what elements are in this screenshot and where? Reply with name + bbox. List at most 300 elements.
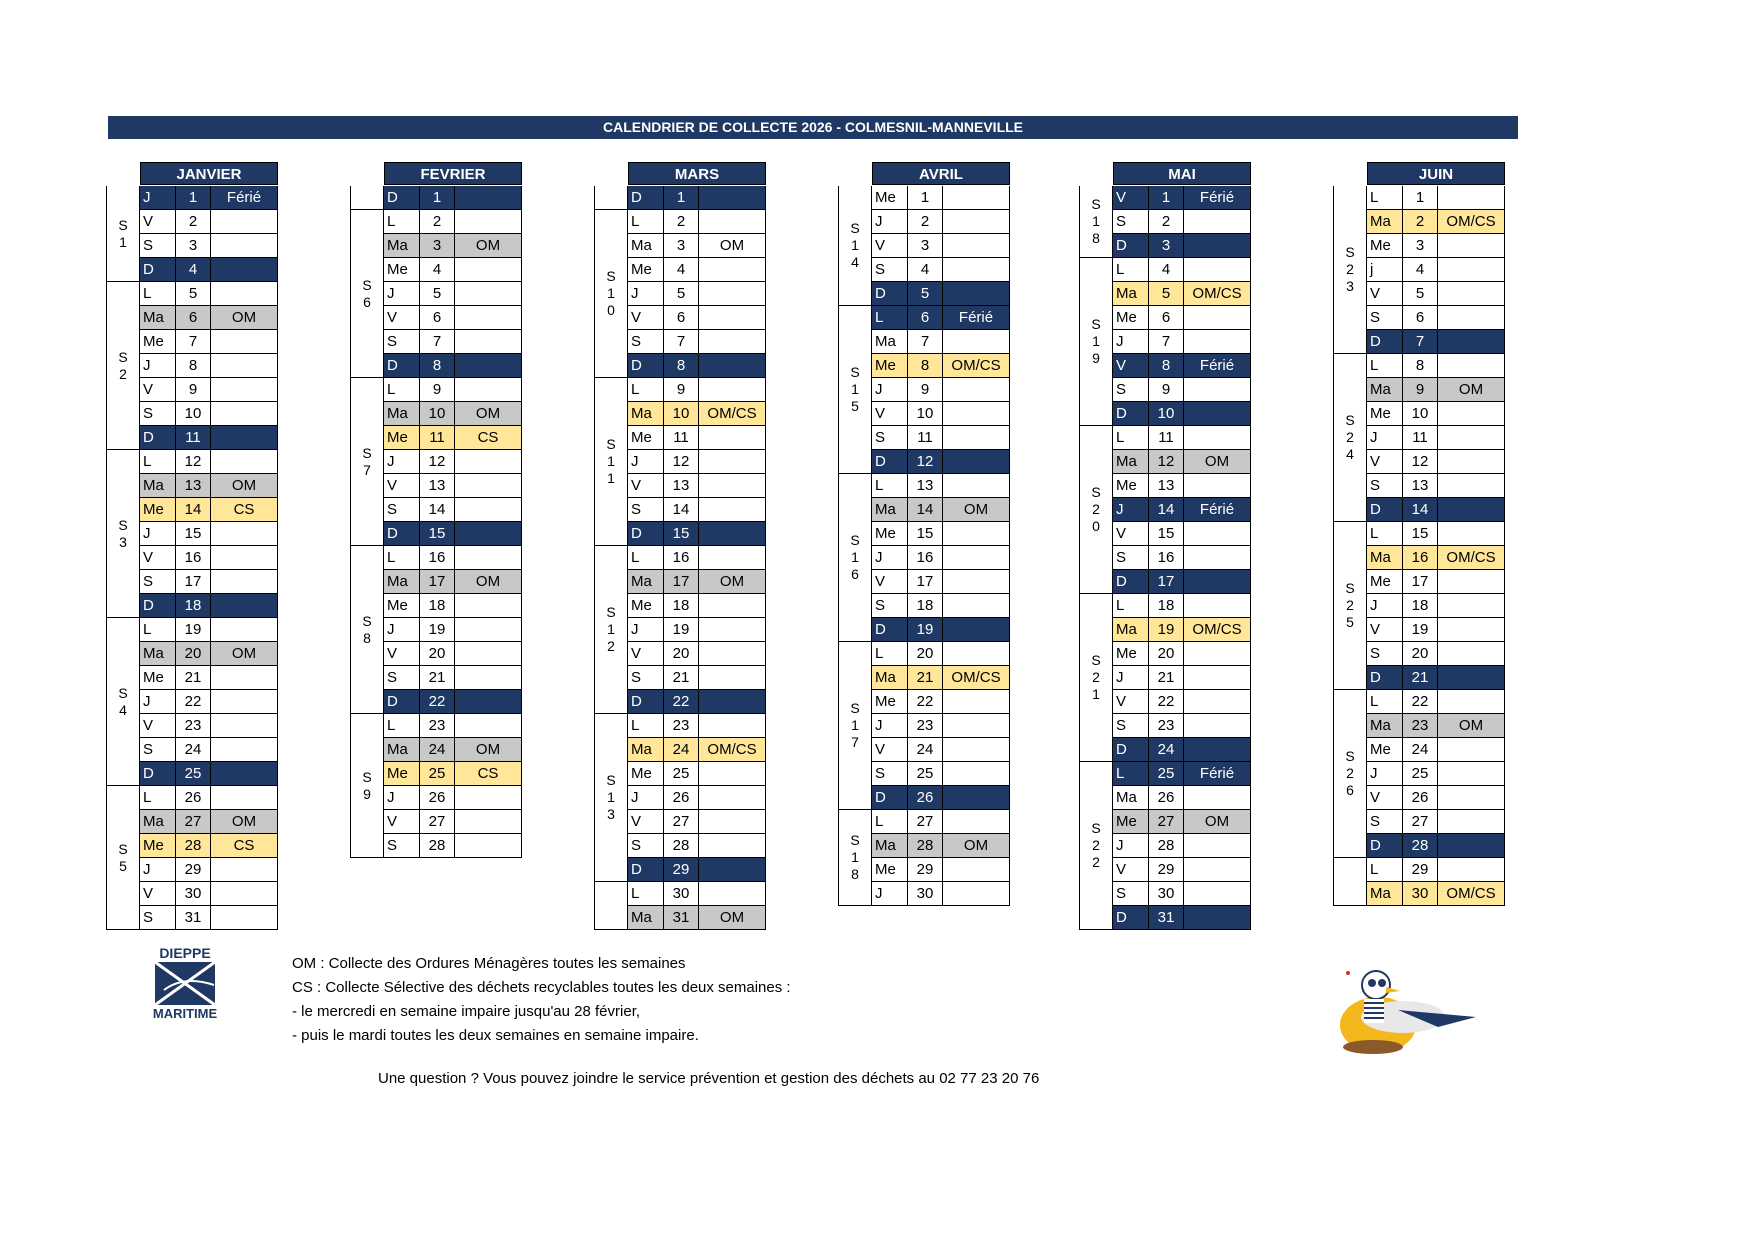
day-abbrev: J — [872, 378, 908, 401]
collection-event — [1438, 450, 1505, 473]
day-abbrev: D — [1113, 906, 1149, 929]
day-number: 7 — [1149, 330, 1184, 353]
week-label-char: S — [1091, 820, 1101, 837]
day-abbrev: S — [1367, 306, 1403, 329]
collection-event — [455, 258, 522, 281]
collection-event — [699, 450, 766, 473]
day-abbrev: V — [1113, 186, 1149, 209]
day-row — [1113, 690, 1251, 714]
day-row — [384, 786, 522, 810]
day-number: 14 — [176, 498, 211, 521]
day-row — [384, 426, 522, 450]
day-abbrev: S — [628, 330, 664, 353]
week-label-char: 1 — [607, 285, 615, 302]
day-number: 18 — [1403, 594, 1438, 617]
day-abbrev: L — [1113, 426, 1149, 449]
day-row — [140, 882, 278, 906]
day-abbrev: D — [140, 426, 176, 449]
collection-event: OM — [455, 234, 522, 257]
day-abbrev: L — [628, 546, 664, 569]
day-row — [384, 282, 522, 306]
day-row — [1113, 474, 1251, 498]
day-row — [140, 474, 278, 498]
day-abbrev: V — [628, 642, 664, 665]
day-abbrev: V — [1367, 450, 1403, 473]
collection-event — [1438, 738, 1505, 761]
week-label-char: S — [850, 220, 860, 237]
collection-event — [1438, 570, 1505, 593]
day-row — [1113, 906, 1251, 930]
collection-event — [1184, 594, 1251, 617]
day-abbrev: L — [872, 810, 908, 833]
contact-question: Une question ? Vous pouvez joindre le service prévention et gestion des déchets au 02 77 23 20 76 — [378, 1070, 1040, 1087]
day-number: 27 — [664, 810, 699, 833]
day-number: 30 — [664, 882, 699, 905]
day-abbrev: S — [628, 498, 664, 521]
collection-event — [699, 594, 766, 617]
collection-event — [1438, 666, 1505, 689]
collection-event: OM/CS — [1438, 210, 1505, 233]
day-number: 27 — [176, 810, 211, 833]
collection-event — [943, 786, 1010, 809]
day-row — [1367, 234, 1505, 258]
day-abbrev: L — [140, 282, 176, 305]
day-abbrev: J — [1367, 426, 1403, 449]
day-number: 21 — [420, 666, 455, 689]
day-row — [872, 498, 1010, 522]
day-row — [140, 402, 278, 426]
day-number: 2 — [176, 210, 211, 233]
collection-event — [455, 834, 522, 857]
week-label — [1333, 690, 1367, 858]
day-number: 23 — [176, 714, 211, 737]
day-abbrev: S — [628, 834, 664, 857]
day-number: 9 — [1149, 378, 1184, 401]
day-abbrev: S — [872, 258, 908, 281]
day-number: 19 — [1149, 618, 1184, 641]
day-row — [872, 858, 1010, 882]
day-number: 7 — [908, 330, 943, 353]
day-abbrev: L — [628, 378, 664, 401]
collection-event — [943, 522, 1010, 545]
day-abbrev: D — [1367, 498, 1403, 521]
day-row — [1113, 522, 1251, 546]
week-label-char: 1 — [607, 789, 615, 806]
day-abbrev: Me — [1367, 570, 1403, 593]
day-abbrev: j — [1367, 258, 1403, 281]
collection-event: OM/CS — [699, 738, 766, 761]
day-number: 17 — [664, 570, 699, 593]
month-header: MAI — [1113, 162, 1251, 185]
day-abbrev: Me — [872, 522, 908, 545]
week-label-char: 2 — [1346, 429, 1354, 446]
day-number: 9 — [664, 378, 699, 401]
day-abbrev: L — [384, 546, 420, 569]
day-row — [140, 786, 278, 810]
day-abbrev: Me — [384, 762, 420, 785]
day-number: 19 — [908, 618, 943, 641]
day-row — [1367, 666, 1505, 690]
collection-event — [455, 714, 522, 737]
week-label-char: S — [606, 772, 616, 789]
day-row — [872, 642, 1010, 666]
week-label — [106, 186, 140, 282]
day-number: 12 — [420, 450, 455, 473]
day-number: 17 — [1149, 570, 1184, 593]
day-abbrev: Ma — [872, 666, 908, 689]
day-abbrev: Ma — [384, 570, 420, 593]
collection-event — [1438, 474, 1505, 497]
day-row — [1113, 402, 1251, 426]
collection-event — [455, 330, 522, 353]
day-abbrev: J — [1113, 666, 1149, 689]
collection-event — [943, 426, 1010, 449]
day-number: 11 — [1403, 426, 1438, 449]
day-abbrev: Me — [872, 690, 908, 713]
day-abbrev: V — [140, 714, 176, 737]
day-row — [1113, 738, 1251, 762]
day-number: 8 — [1149, 354, 1184, 377]
collection-event — [455, 210, 522, 233]
collection-event — [943, 402, 1010, 425]
day-number: 18 — [908, 594, 943, 617]
day-number: 25 — [1149, 762, 1184, 785]
collection-event — [943, 258, 1010, 281]
collection-event: CS — [211, 498, 278, 521]
day-row — [140, 666, 278, 690]
week-label-char: 1 — [607, 621, 615, 638]
day-number: 27 — [420, 810, 455, 833]
day-number: 27 — [1403, 810, 1438, 833]
week-label — [838, 306, 872, 474]
collection-event — [455, 618, 522, 641]
day-abbrev: Ma — [1367, 882, 1403, 905]
collection-event — [455, 378, 522, 401]
day-abbrev: Me — [384, 594, 420, 617]
week-label-char: 6 — [1346, 781, 1354, 798]
day-row — [384, 450, 522, 474]
day-number: 3 — [176, 234, 211, 257]
day-number: 5 — [420, 282, 455, 305]
day-number: 20 — [176, 642, 211, 665]
day-abbrev: Ma — [140, 642, 176, 665]
day-number: 31 — [664, 906, 699, 929]
day-row — [140, 330, 278, 354]
week-label-char: 2 — [1092, 669, 1100, 686]
collection-event — [943, 810, 1010, 833]
day-abbrev: L — [1367, 354, 1403, 377]
collection-event: CS — [455, 762, 522, 785]
collection-event — [1438, 810, 1505, 833]
day-row — [872, 666, 1010, 690]
day-abbrev: J — [628, 618, 664, 641]
day-row — [1367, 642, 1505, 666]
day-row — [628, 570, 766, 594]
day-number: 12 — [1403, 450, 1438, 473]
day-row — [1367, 786, 1505, 810]
collection-event — [455, 450, 522, 473]
day-abbrev: Ma — [628, 738, 664, 761]
collection-event: OM — [455, 570, 522, 593]
day-abbrev: V — [872, 570, 908, 593]
day-row — [140, 186, 278, 210]
collection-event — [699, 522, 766, 545]
week-label-char: 3 — [607, 805, 615, 822]
collection-event: OM/CS — [1184, 282, 1251, 305]
day-abbrev: L — [140, 786, 176, 809]
day-abbrev: L — [628, 210, 664, 233]
day-row — [628, 354, 766, 378]
day-row — [1113, 378, 1251, 402]
day-abbrev: Ma — [872, 330, 908, 353]
day-abbrev: D — [1367, 330, 1403, 353]
day-row — [1367, 378, 1505, 402]
day-number: 9 — [1403, 378, 1438, 401]
day-number: 12 — [1149, 450, 1184, 473]
collection-event — [1184, 402, 1251, 425]
collection-event — [1184, 546, 1251, 569]
day-number: 22 — [1403, 690, 1438, 713]
day-row — [628, 234, 766, 258]
day-row — [872, 762, 1010, 786]
day-abbrev: S — [384, 834, 420, 857]
week-label-char: 6 — [363, 293, 371, 310]
week-label — [1333, 522, 1367, 690]
collection-event — [1438, 690, 1505, 713]
day-row — [140, 642, 278, 666]
day-number: 14 — [1403, 498, 1438, 521]
collection-event: Férié — [211, 186, 278, 209]
collection-event — [455, 666, 522, 689]
day-row — [872, 546, 1010, 570]
day-abbrev: Ma — [1367, 546, 1403, 569]
collection-event: OM/CS — [699, 402, 766, 425]
day-number: 19 — [1403, 618, 1438, 641]
day-row — [628, 810, 766, 834]
day-abbrev: Ma — [1113, 786, 1149, 809]
day-row — [628, 546, 766, 570]
day-number: 26 — [664, 786, 699, 809]
day-abbrev: V — [384, 306, 420, 329]
day-number: 4 — [420, 258, 455, 281]
week-label-char: 2 — [1346, 597, 1354, 614]
day-number: 19 — [664, 618, 699, 641]
day-row — [872, 570, 1010, 594]
collection-event: OM — [943, 498, 1010, 521]
day-number: 18 — [420, 594, 455, 617]
day-number: 6 — [664, 306, 699, 329]
collection-event — [943, 762, 1010, 785]
day-number: 16 — [1149, 546, 1184, 569]
day-row — [872, 450, 1010, 474]
day-number: 28 — [1149, 834, 1184, 857]
month-header: JUIN — [1367, 162, 1505, 185]
collection-event — [1184, 522, 1251, 545]
day-abbrev: J — [384, 450, 420, 473]
week-label-char: 7 — [363, 461, 371, 478]
day-number: 30 — [176, 882, 211, 905]
day-abbrev: S — [140, 906, 176, 929]
collection-event — [1438, 618, 1505, 641]
week-label — [838, 186, 872, 306]
day-row — [1113, 354, 1251, 378]
day-row — [1113, 618, 1251, 642]
day-number: 30 — [1149, 882, 1184, 905]
week-label-char: 6 — [851, 565, 859, 582]
day-abbrev: Ma — [628, 906, 664, 929]
day-abbrev: V — [872, 738, 908, 761]
day-abbrev: V — [384, 474, 420, 497]
day-abbrev: V — [1367, 618, 1403, 641]
collection-event — [699, 666, 766, 689]
collection-event — [699, 258, 766, 281]
day-abbrev: S — [384, 330, 420, 353]
collection-event — [943, 450, 1010, 473]
week-label-char: 2 — [607, 637, 615, 654]
collection-event — [943, 330, 1010, 353]
day-number: 30 — [908, 882, 943, 905]
day-abbrev: L — [628, 882, 664, 905]
collection-event — [1184, 738, 1251, 761]
day-abbrev: D — [384, 186, 420, 209]
week-label-char: S — [1345, 412, 1355, 429]
day-number: 22 — [1149, 690, 1184, 713]
day-number: 22 — [664, 690, 699, 713]
day-abbrev: L — [1113, 258, 1149, 281]
collection-event: OM — [699, 570, 766, 593]
day-row — [1113, 282, 1251, 306]
day-abbrev: L — [384, 210, 420, 233]
day-row — [628, 330, 766, 354]
collection-event: Férié — [1184, 186, 1251, 209]
week-label-char: 2 — [1092, 501, 1100, 518]
day-abbrev: Ma — [1113, 450, 1149, 473]
day-row — [1113, 210, 1251, 234]
day-row — [140, 522, 278, 546]
day-abbrev: J — [872, 882, 908, 905]
day-number: 18 — [1149, 594, 1184, 617]
day-abbrev: J — [140, 522, 176, 545]
week-label-char: 1 — [851, 549, 859, 566]
day-row — [1367, 498, 1505, 522]
day-row — [872, 594, 1010, 618]
day-abbrev: S — [1367, 810, 1403, 833]
day-number: 26 — [176, 786, 211, 809]
day-number: 17 — [176, 570, 211, 593]
collection-event — [211, 570, 278, 593]
day-row — [1113, 450, 1251, 474]
day-abbrev: V — [872, 234, 908, 257]
week-label-char: S — [362, 612, 372, 629]
day-abbrev: D — [140, 762, 176, 785]
week-label — [350, 378, 384, 546]
day-number: 6 — [420, 306, 455, 329]
week-label-char: S — [1345, 244, 1355, 261]
day-abbrev: Me — [1113, 642, 1149, 665]
week-label-char: 1 — [1092, 213, 1100, 230]
day-row — [140, 282, 278, 306]
day-abbrev: D — [628, 690, 664, 713]
logo-text-top: DIEPPE — [159, 945, 211, 961]
day-row — [140, 258, 278, 282]
day-abbrev: Ma — [1367, 210, 1403, 233]
day-abbrev: J — [628, 450, 664, 473]
day-number: 24 — [664, 738, 699, 761]
day-row — [384, 378, 522, 402]
day-row — [1367, 570, 1505, 594]
collection-event — [1184, 882, 1251, 905]
day-number: 16 — [420, 546, 455, 569]
day-abbrev: J — [140, 354, 176, 377]
day-number: 1 — [1149, 186, 1184, 209]
day-number: 16 — [1403, 546, 1438, 569]
day-row — [1367, 714, 1505, 738]
collection-event — [211, 762, 278, 785]
week-label-char: S — [1091, 196, 1101, 213]
day-number: 20 — [664, 642, 699, 665]
month-header: JANVIER — [140, 162, 278, 185]
day-abbrev: V — [1113, 522, 1149, 545]
week-label-char: S — [1345, 580, 1355, 597]
day-row — [384, 546, 522, 570]
day-abbrev: S — [384, 666, 420, 689]
day-number: 24 — [420, 738, 455, 761]
day-abbrev: V — [384, 810, 420, 833]
collection-event: OM — [699, 906, 766, 929]
day-number: 21 — [1149, 666, 1184, 689]
day-number: 15 — [908, 522, 943, 545]
day-row — [384, 354, 522, 378]
calendar-title: CALENDRIER DE COLLECTE 2026 - COLMESNIL-MANNEVILLE — [108, 116, 1518, 139]
day-number: 13 — [420, 474, 455, 497]
day-number: 1 — [420, 186, 455, 209]
week-label — [1079, 258, 1113, 426]
collection-event — [1184, 834, 1251, 857]
day-abbrev: Ma — [628, 402, 664, 425]
collection-event — [1184, 474, 1251, 497]
day-abbrev: S — [1113, 714, 1149, 737]
day-row — [628, 594, 766, 618]
week-label-char: 1 — [851, 381, 859, 398]
day-number: 10 — [908, 402, 943, 425]
collection-event — [1184, 690, 1251, 713]
day-row — [1113, 858, 1251, 882]
collection-event: OM/CS — [1438, 882, 1505, 905]
day-abbrev: J — [384, 282, 420, 305]
week-label — [106, 282, 140, 450]
week-label — [106, 450, 140, 618]
week-label-char: 7 — [851, 733, 859, 750]
day-number: 6 — [176, 306, 211, 329]
day-abbrev: V — [384, 642, 420, 665]
week-label — [1079, 426, 1113, 594]
day-number: 5 — [176, 282, 211, 305]
day-row — [1113, 186, 1251, 210]
day-row — [872, 282, 1010, 306]
day-abbrev: D — [1367, 834, 1403, 857]
day-number: 3 — [1149, 234, 1184, 257]
day-number: 26 — [908, 786, 943, 809]
collection-event — [1184, 906, 1251, 929]
collection-event — [943, 738, 1010, 761]
day-abbrev: V — [1367, 786, 1403, 809]
day-row — [140, 234, 278, 258]
day-abbrev: L — [1367, 690, 1403, 713]
collection-event — [1438, 858, 1505, 881]
day-number: 6 — [1149, 306, 1184, 329]
collection-event: OM — [1438, 714, 1505, 737]
day-abbrev: D — [872, 282, 908, 305]
